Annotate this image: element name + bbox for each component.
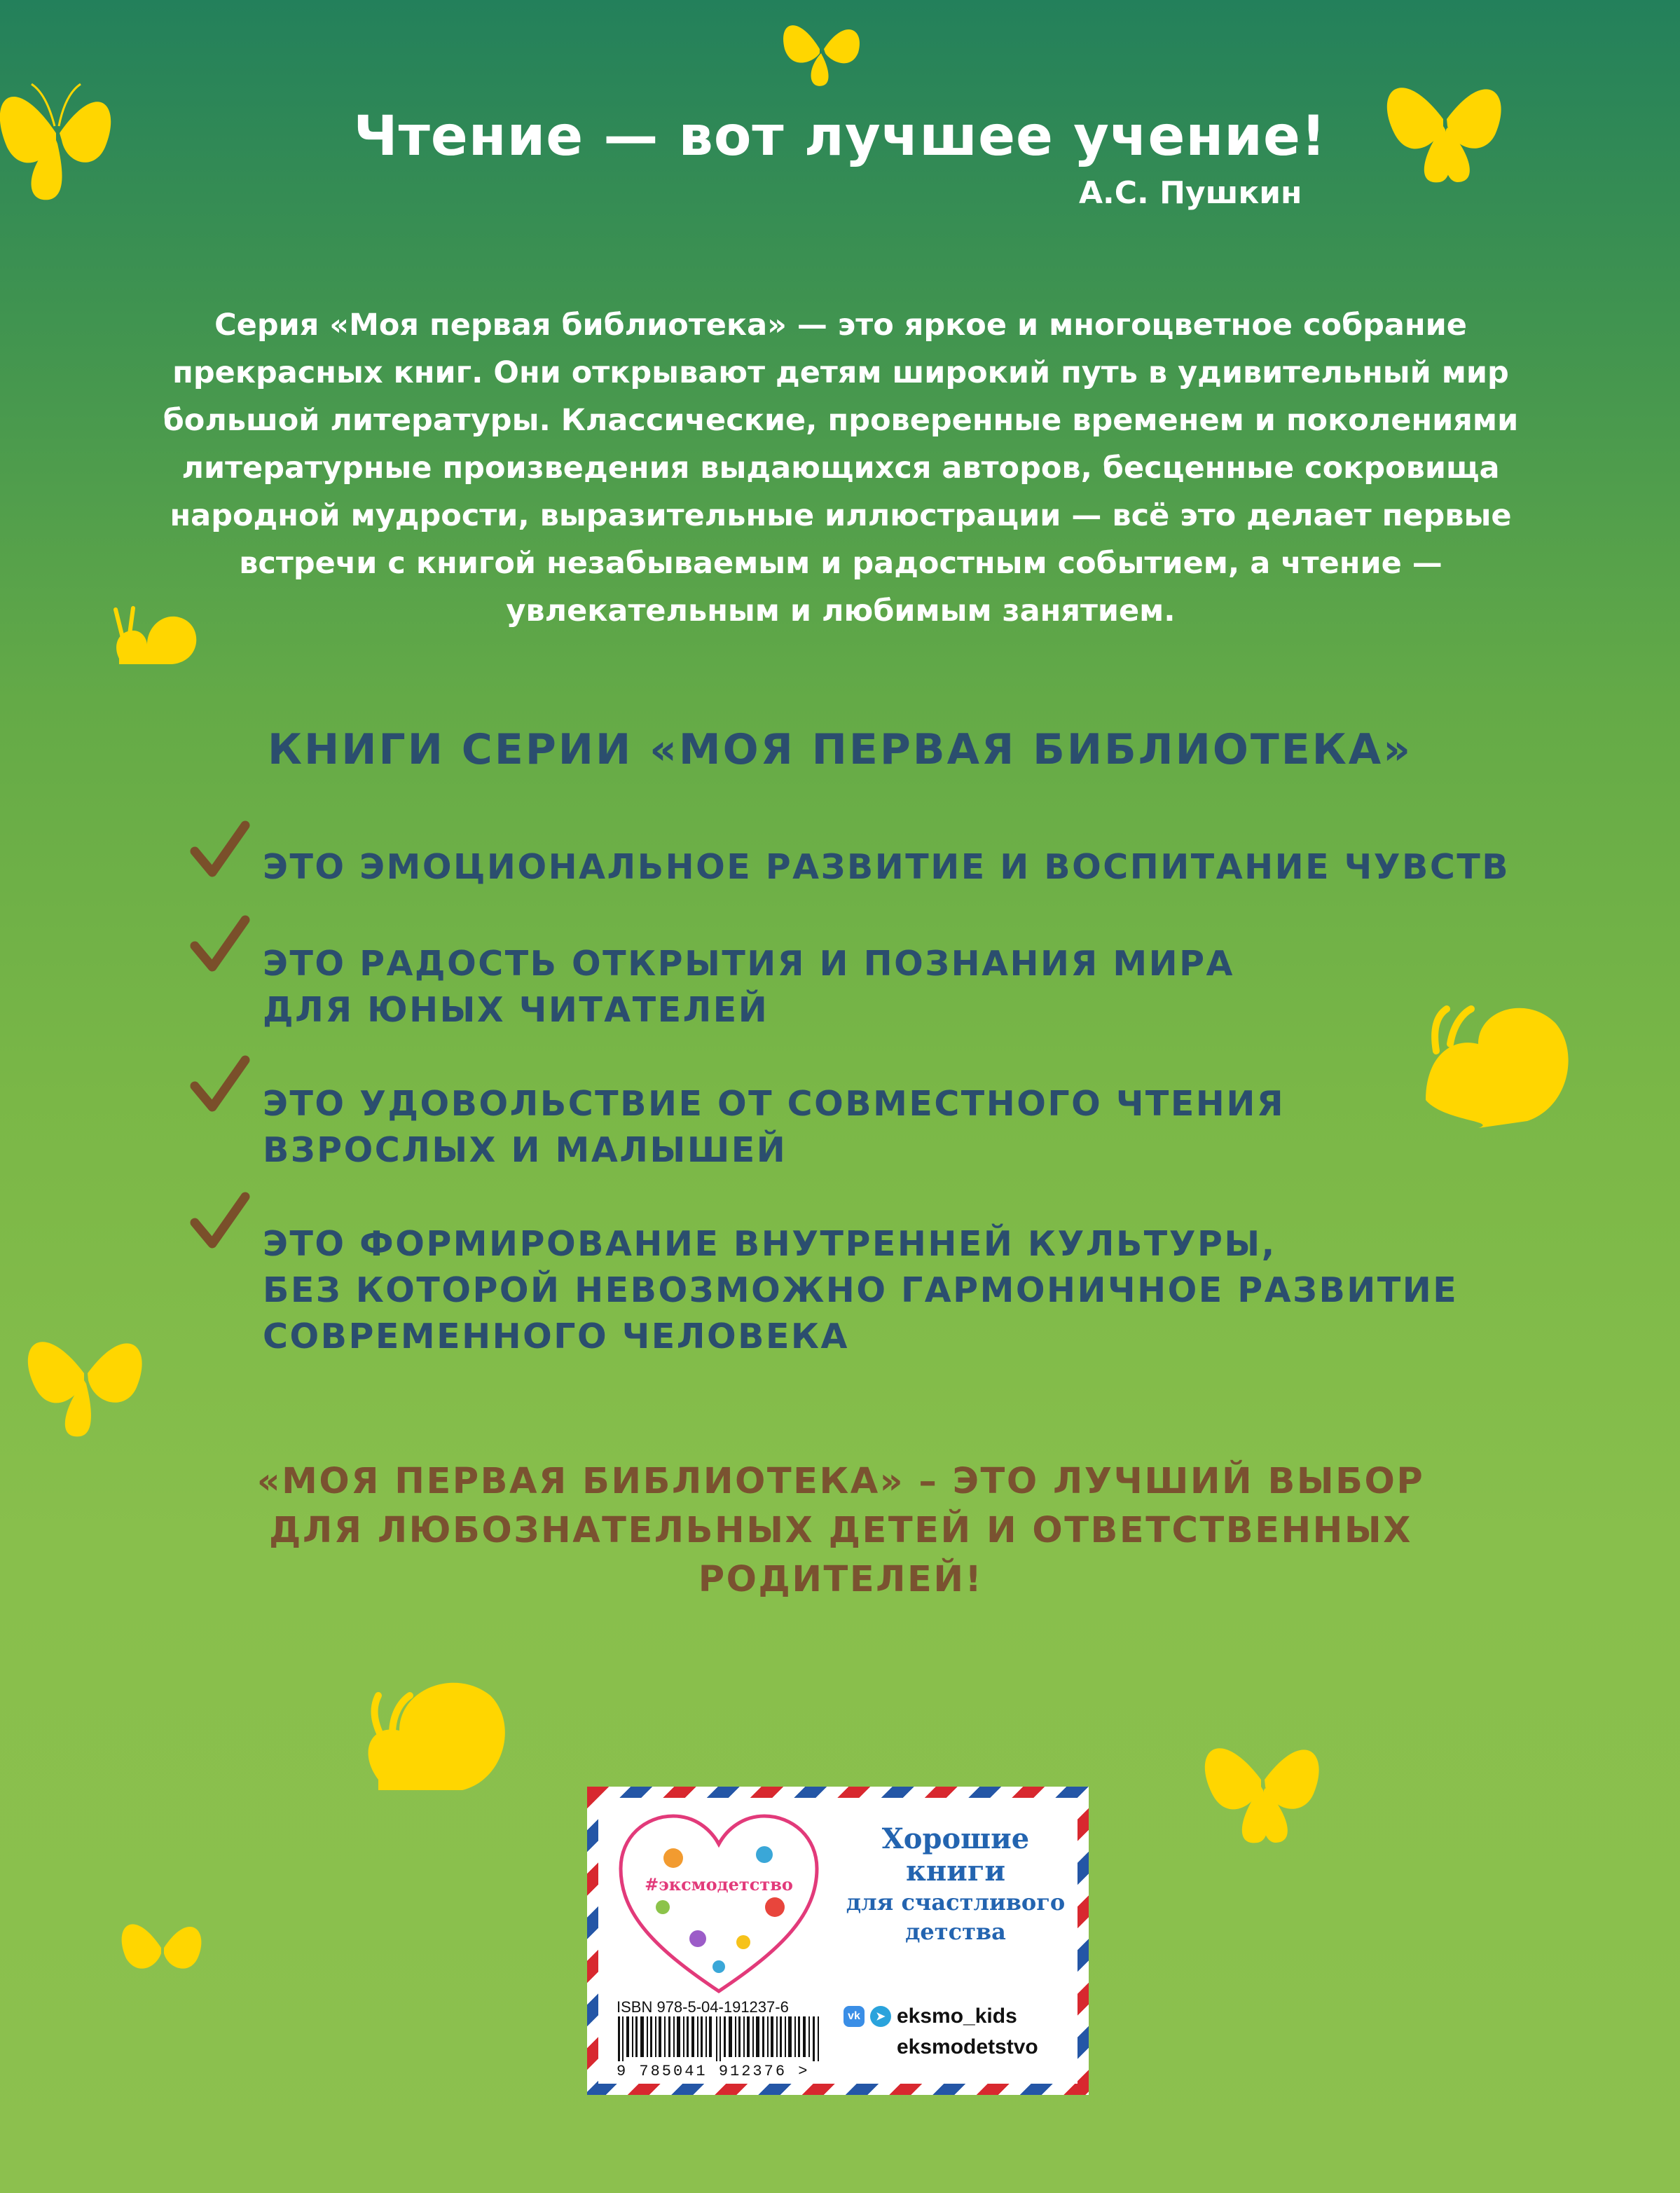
series-description	[161, 301, 1520, 635]
slogan-line: для счастливого	[846, 1889, 1066, 1916]
snail-icon	[1422, 995, 1576, 1135]
sticker-content	[598, 1798, 1077, 2084]
benefit-line: ВЗРОСЛЫХ И МАЛЫШЕЙ	[263, 1130, 787, 1170]
snail-icon	[350, 1668, 518, 1801]
description-line: литературные произведения выдающихся авторов, бесценные сокровища	[181, 451, 1500, 486]
epigraph-quote: Чтение — вот лучшее учение!	[353, 105, 1327, 168]
benefit-line: БЕЗ КОТОРОЙ НЕВОЗМОЖНО ГАРМОНИЧНОЕ РАЗВИТИЕ	[263, 1270, 1459, 1310]
description-line: Серия «Моя первая библиотека» — это яркое и многоцветное собрание	[214, 308, 1467, 343]
description-line: увлекательным и любимым занятием.	[506, 593, 1176, 628]
checkmark-icon	[188, 1191, 251, 1254]
description-line: народной мудрости, выразительные иллюстрации — всё это делает первые	[170, 498, 1512, 533]
telegram-icon: ➤	[870, 2006, 891, 2027]
closing-line: ДЛЯ ЛЮБОЗНАТЕЛЬНЫХ ДЕТЕЙ И ОТВЕТСТВЕННЫХ	[269, 1510, 1412, 1551]
benefit-line: ЭТО ФОРМИРОВАНИЕ ВНУТРЕННЕЙ КУЛЬТУРЫ,	[263, 1224, 1276, 1264]
benefit-line: ЭТО РАДОСТЬ ОТКРЫТИЯ И ПОЗНАНИЯ МИРА	[263, 944, 1234, 984]
heart-logo	[614, 1809, 824, 1998]
social-handle: eksmodetstvo	[897, 2035, 1038, 2058]
description-line: встречи с книгой незабываемым и радостным событием, а чтение —	[239, 546, 1443, 581]
butterfly-icon	[778, 7, 869, 91]
slogan-line: детства	[905, 1918, 1006, 1945]
publisher-sticker	[587, 1787, 1089, 2095]
section-title: КНИГИ СЕРИИ «МОЯ ПЕРВАЯ БИБЛИОТЕКА»	[267, 725, 1412, 774]
heart-tag-text: #эксмодетство	[645, 1874, 793, 1895]
vk-icon: vk	[844, 2006, 865, 2027]
closing-line: «МОЯ ПЕРВАЯ БИБЛИОТЕКА» – ЭТО ЛУЧШИЙ ВЫБОР	[256, 1461, 1425, 1502]
slogan-line: Хорошие	[881, 1822, 1030, 1855]
benefit-line: ЭТО ЭМОЦИОНАЛЬНОЕ РАЗВИТИЕ И ВОСПИТАНИЕ ЧУВСТВ	[263, 847, 1510, 887]
isbn-label: ISBN 978-5-04-191237-6	[617, 1998, 789, 2016]
benefit-line: СОВРЕМЕННОГО ЧЕЛОВЕКА	[263, 1317, 849, 1356]
checkmark-icon	[188, 914, 251, 977]
description-line: прекрасных книг. Они открывают детям широкий путь в удивительный мир	[172, 355, 1509, 390]
social-row-web	[844, 2032, 1038, 2063]
butterfly-icon	[1191, 1710, 1331, 1850]
closing-statement	[140, 1457, 1541, 1604]
benefit-item	[263, 941, 1234, 1033]
benefit-line: ДЛЯ ЮНЫХ ЧИТАТЕЛЕЙ	[263, 990, 769, 1030]
benefit-item	[263, 1221, 1458, 1360]
publisher-slogan	[836, 1823, 1075, 1946]
barcode	[617, 2016, 824, 2061]
checkmark-icon	[188, 820, 251, 883]
benefit-item	[263, 844, 1510, 891]
social-handle: eksmo_kids	[897, 2005, 1017, 2028]
butterfly-icon	[14, 1303, 154, 1443]
benefit-line: ЭТО УДОВОЛЬСТВИЕ ОТ СОВМЕСТНОГО ЧТЕНИЯ	[263, 1084, 1286, 1124]
checkmark-icon	[188, 1054, 251, 1118]
description-line: большой литературы. Классические, проверенные временем и поколениями	[163, 403, 1519, 438]
social-handles	[844, 2001, 1038, 2063]
epigraph-author: А.С. Пушкин	[1079, 175, 1302, 211]
slogan-line: книги	[905, 1855, 1005, 1888]
barcode-number: 9 785041 912376 >	[617, 2063, 810, 2080]
social-row-vk-telegram	[844, 2001, 1038, 2032]
benefit-item	[263, 1081, 1285, 1174]
closing-line: РОДИТЕЛЕЙ!	[698, 1559, 984, 1600]
butterfly-icon	[112, 1899, 210, 1997]
